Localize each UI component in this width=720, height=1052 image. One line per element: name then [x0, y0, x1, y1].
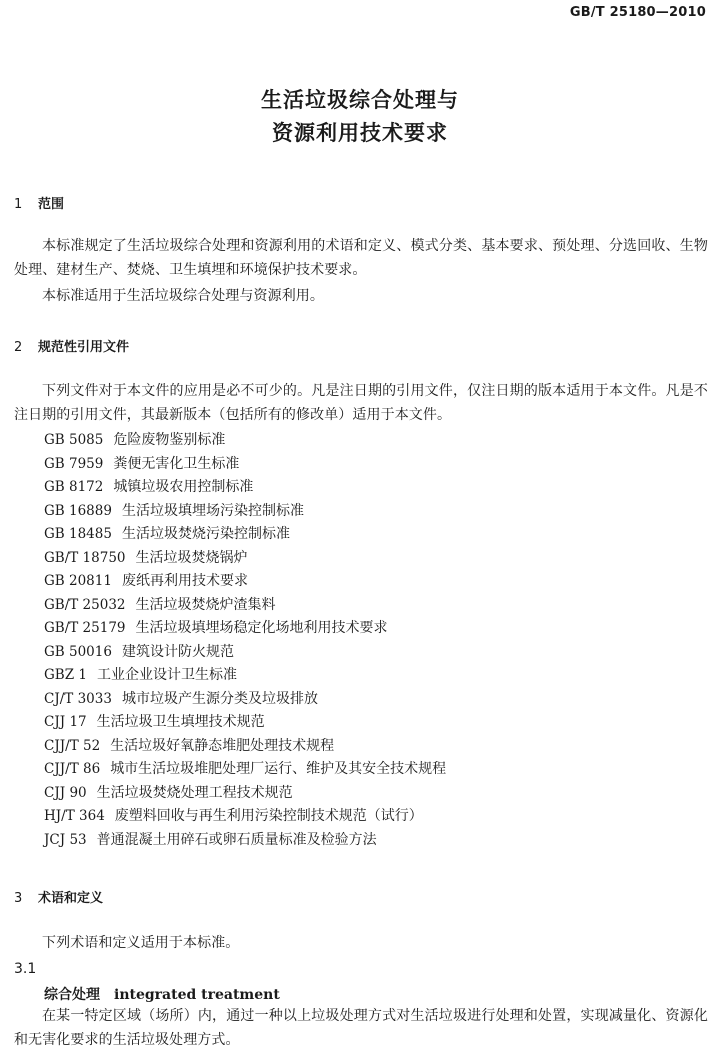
reference-code: JCJ 53: [44, 831, 87, 848]
section-2-number: 2: [14, 340, 23, 355]
section-2-heading: [14, 336, 129, 355]
reference-title: 城市垃圾产生源分类及垃圾排放: [121, 690, 318, 707]
section-2-intro: 下列文件对于本文件的应用是必不可少的。凡是注日期的引用文件，仅注日期的版本适用于本文件。凡是不注日期的引用文件，其最新版本（包括所有的修改单）适用于本文件。: [14, 383, 708, 423]
section-1-paragraph-2: 本标准适用于生活垃圾综合处理与资源利用。: [42, 288, 324, 304]
reference-item: [44, 641, 446, 665]
term-english: integrated treatment: [114, 987, 280, 1003]
title-line-2: 资源利用技术要求: [272, 121, 448, 145]
reference-item: [44, 688, 446, 712]
section-3-heading: [14, 887, 103, 906]
reference-code: CJJ 17: [44, 714, 87, 730]
section-1-number: 1: [14, 197, 23, 212]
reference-item: [44, 711, 446, 735]
reference-item: [44, 758, 446, 782]
reference-code: GB 20811: [44, 573, 112, 589]
reference-code: CJJ/T 86: [44, 761, 101, 777]
section-1-paragraph-1: 本标准规定了生活垃圾综合处理和资源利用的术语和定义、模式分类、基本要求、预处理、分选回收、生物处理、建材生产、焚烧、卫生填埋和环境保护技术要求。: [14, 238, 708, 278]
reference-code: GB 16889: [44, 502, 112, 519]
reference-item: [44, 476, 446, 500]
reference-code: GB 7959: [44, 455, 104, 472]
reference-item: [44, 782, 446, 806]
reference-code: GBZ 1: [44, 667, 87, 683]
reference-code: CJ/T 3033: [44, 690, 112, 707]
section-3-number: 3: [14, 891, 23, 906]
title-line-1: 生活垃圾综合处理与: [261, 88, 459, 112]
term-definition: 在某一特定区域（场所）内，通过一种以上垃圾处理方式对生活垃圾进行处理和处置，实现减量化、资源化和无害化要求的生活垃圾处理方式。: [14, 1008, 708, 1048]
reference-code: GB 50016: [44, 643, 112, 660]
reference-title: 生活垃圾焚烧炉渣集料: [135, 596, 276, 613]
reference-title: 粪便无害化卫生标准: [113, 455, 240, 472]
reference-title: 废塑料回收与再生利用污染控制技术规范（试行）: [114, 808, 423, 824]
reference-item: [44, 547, 446, 571]
reference-item: [44, 617, 446, 641]
reference-item: [44, 805, 446, 829]
reference-title: 废纸再利用技术要求: [121, 573, 248, 589]
reference-item: [44, 429, 446, 453]
standard-code: GB/T 25180—2010: [569, 5, 706, 20]
reference-title: 生活垃圾焚烧污染控制标准: [121, 526, 290, 542]
reference-item: [44, 594, 446, 618]
reference-title: 普通混凝土用碎石或卵石质量标准及检验方法: [96, 831, 377, 848]
reference-code: CJJ 90: [44, 784, 87, 801]
reference-item: [44, 523, 446, 547]
reference-code: GB 8172: [44, 479, 104, 495]
reference-item: [44, 453, 446, 477]
reference-title: 危险废物鉴别标准: [113, 432, 226, 448]
reference-title: 城市生活垃圾堆肥处理厂运行、维护及其安全技术规程: [110, 761, 447, 777]
reference-item: [44, 735, 446, 759]
reference-item: [44, 570, 446, 594]
section-1-heading: [14, 193, 64, 212]
term-entry: [44, 984, 280, 1004]
reference-item: [44, 664, 446, 688]
reference-code: GB/T 18750: [44, 549, 126, 566]
reference-title: 工业企业设计卫生标准: [96, 667, 237, 683]
section-1-title: 范围: [38, 197, 65, 212]
reference-item: [44, 500, 446, 524]
reference-title: 城镇垃圾农用控制标准: [113, 479, 254, 495]
term-chinese: 综合处理: [44, 987, 100, 1003]
reference-code: HJ/T 364: [44, 808, 105, 824]
clause-number: 3.1: [14, 961, 37, 977]
normative-references-list: [44, 429, 446, 852]
reference-title: 生活垃圾卫生填埋技术规范: [96, 714, 265, 730]
reference-title: 建筑设计防火规范: [121, 643, 234, 660]
reference-code: GB 5085: [44, 432, 104, 448]
reference-code: GB/T 25032: [44, 596, 126, 613]
reference-title: 生活垃圾焚烧处理工程技术规范: [96, 784, 293, 801]
reference-title: 生活垃圾填埋场稳定化场地利用技术要求: [135, 620, 388, 636]
document-title: [0, 84, 720, 150]
reference-title: 生活垃圾焚烧锅炉: [135, 549, 248, 566]
section-3-title: 术语和定义: [38, 891, 104, 906]
section-2-title: 规范性引用文件: [38, 340, 130, 355]
reference-code: GB/T 25179: [44, 620, 126, 636]
reference-code: GB 18485: [44, 526, 112, 542]
reference-item: [44, 829, 446, 853]
reference-title: 生活垃圾填埋场污染控制标准: [121, 502, 304, 519]
reference-title: 生活垃圾好氧静态堆肥处理技术规程: [110, 737, 335, 754]
reference-code: CJJ/T 52: [44, 737, 101, 754]
section-3-intro: 下列术语和定义适用于本标准。: [42, 935, 240, 951]
